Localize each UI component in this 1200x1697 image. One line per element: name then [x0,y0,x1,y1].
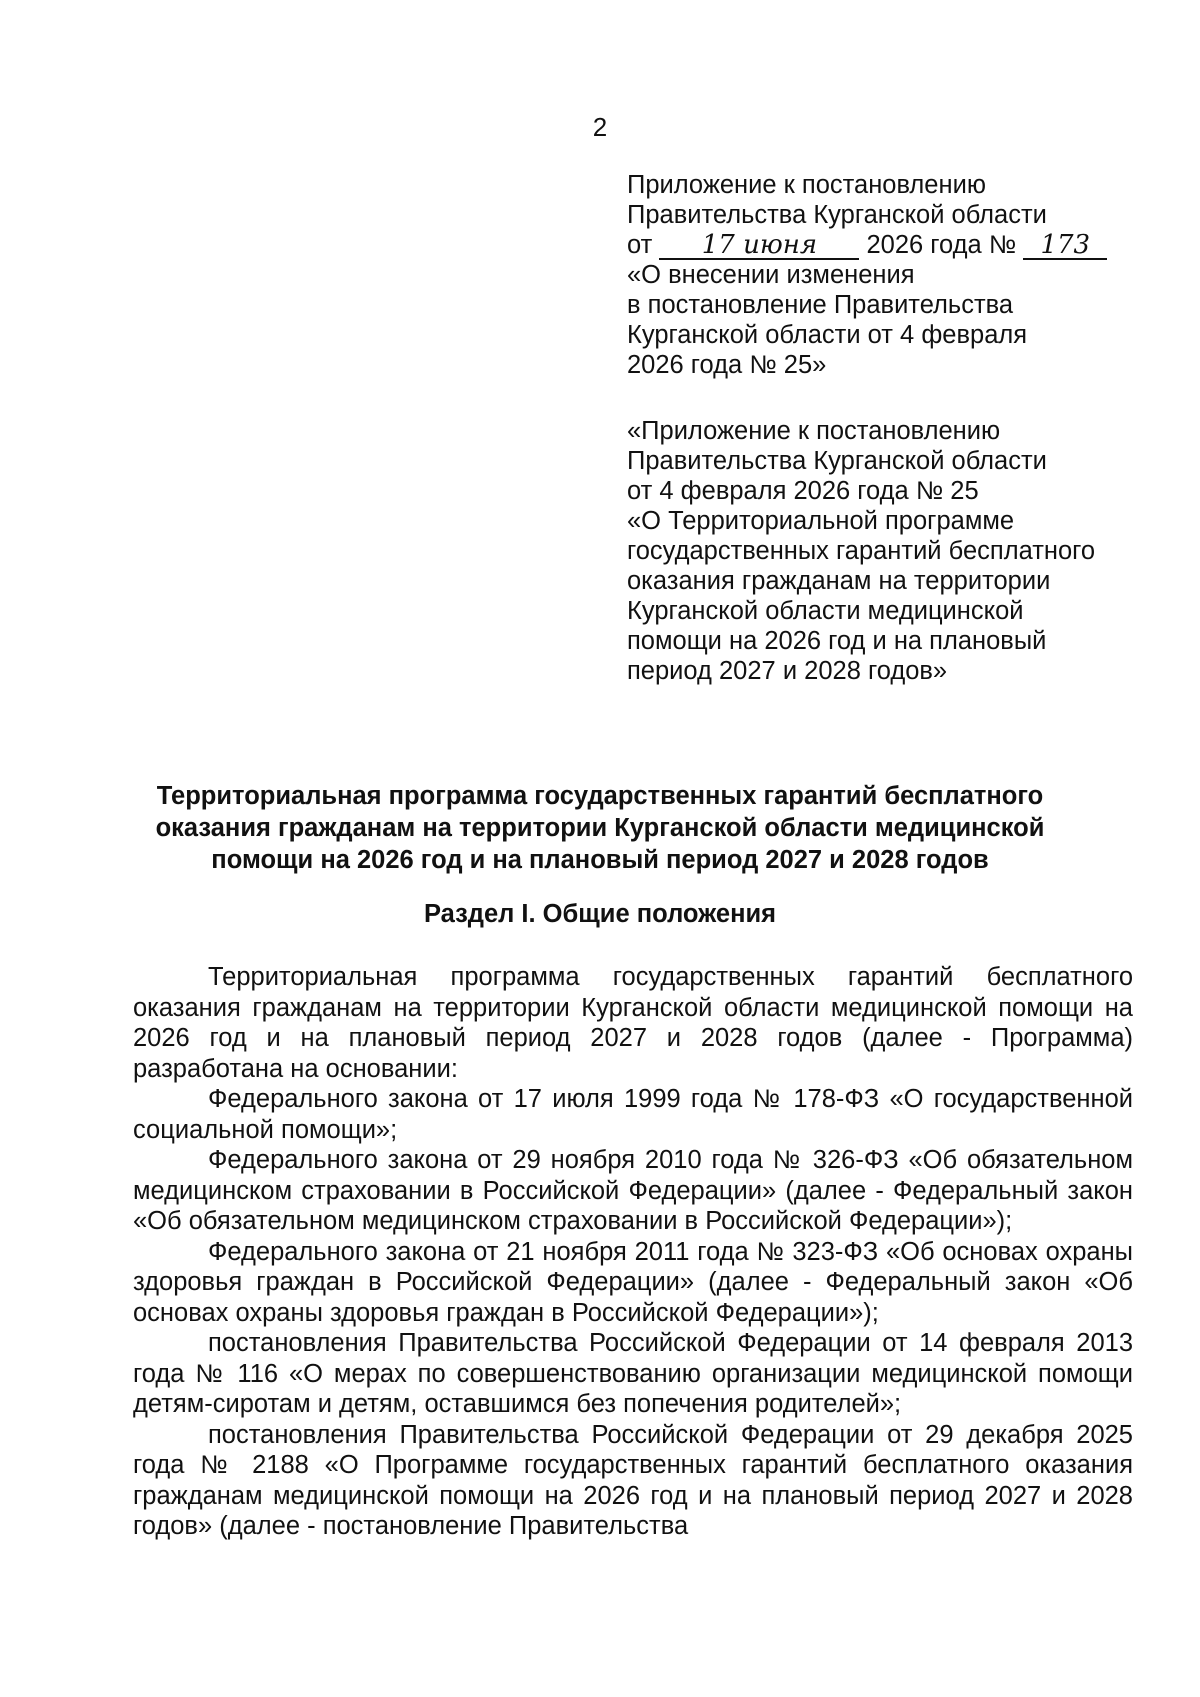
date-prefix: от [627,231,653,259]
appendix-line: оказания гражданам на территории [627,567,1051,595]
appendix-line: «О внесении изменения [627,261,915,289]
title-line: Территориальная программа государственных гарантий бесплатного [156,782,1044,810]
appendix-line: период 2027 и 2028 годов» [627,657,948,685]
appendix-line: Правительства Курганской области [627,447,1047,475]
appendix-line: в постановление Правительства [627,291,1014,319]
title-line: помощи на 2026 год и на плановый период 2027 и 2028 годов [211,846,989,874]
document-title [0,780,1200,876]
appendix-line: помощи на 2026 год и на плановый [627,627,1047,655]
original-appendix-block [627,416,1147,686]
body-text [133,962,1133,1542]
paragraph: постановления Правительства Российской Федерации от 29 декабря 2025 года № 2188 «О Программе государственных гарантий бесплатного оказания гражданам медицинской помощи на 2026 год и на плановый период 2027 и 2028 годов» (далее - постановление Правительства [133,1420,1133,1540]
appendix-line: от 4 февраля 2026 года № 25 [627,477,979,505]
paragraph: Территориальная программа государственных гарантий бесплатного оказания гражданам на территории Курганской области медицинской помощи на 2026 год и на плановый период 2027 и 2028 годов (далее - Программа) разработана на основании: [133,963,1133,1083]
handwritten-number: 173 [1023,230,1107,260]
year-text: 2026 года № [866,231,1017,259]
page-number: 2 [592,112,608,142]
appendix-line: «О Территориальной программе [627,507,1015,535]
paragraph: постановления Правительства Российской Федерации от 14 февраля 2013 года № 116 «О мерах по совершенствованию организации медицинской помощи детям-сиротам и детям, оставшимся без попечения родителей»; [133,1329,1133,1418]
appendix-line: Курганской области от 4 февраля [627,321,1028,349]
appendix-line: 2026 года № 25» [627,351,827,379]
paragraph: Федерального закона от 17 июля 1999 года № 178-ФЗ «О государственной социальной помощи»; [133,1085,1133,1144]
appendix-line: Правительства Курганской области [627,201,1047,229]
title-line: оказания гражданам на территории Курганской области медицинской [155,814,1045,842]
handwritten-date: 17 июня [659,230,859,260]
paragraph: Федерального закона от 21 ноября 2011 года № 323-ФЗ «Об основах охраны здоровья граждан в Российской Федерации» (далее - Федеральный закон «Об основах охраны здоровья граждан в Российской Федерации»); [133,1237,1133,1327]
paragraph: Федерального закона от 29 ноября 2010 года № 326-ФЗ «Об обязательном медицинском страховании в Российской Федерации» (далее - Федеральный закон «Об обязательном медицинском страховании в Российской Федерации»); [133,1146,1133,1235]
section-heading: Раздел I. Общие положения [423,900,777,928]
appendix-line: «Приложение к постановлению [627,417,1001,445]
appendix-reference-block [627,170,1147,380]
appendix-line: Курганской области медицинской [627,597,1024,625]
appendix-line: государственных гарантий бесплатного [627,537,1096,565]
appendix-date-line [627,230,1147,260]
appendix-line: Приложение к постановлению [627,171,986,199]
